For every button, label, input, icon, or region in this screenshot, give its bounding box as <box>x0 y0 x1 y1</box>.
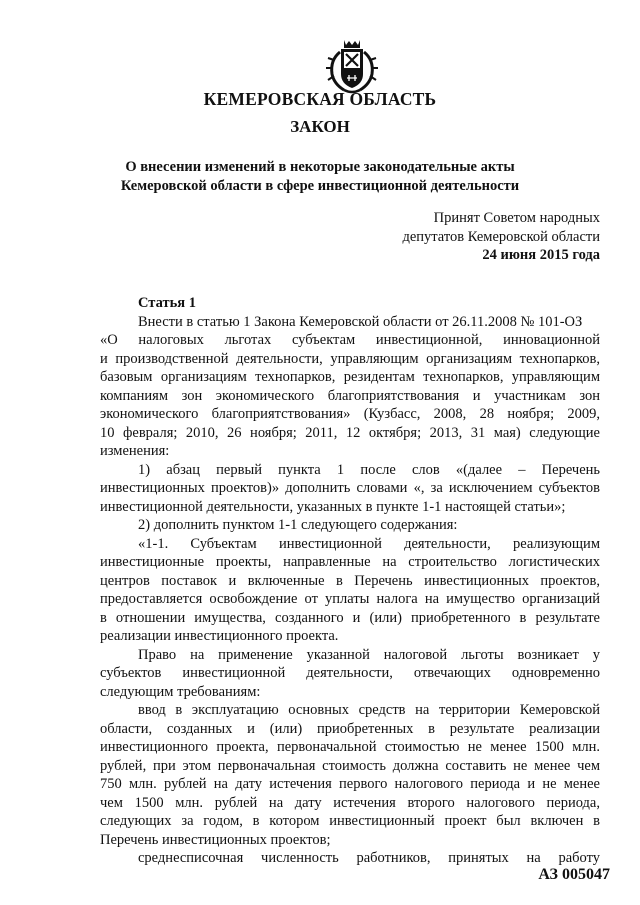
body-line: следующих за годом, в котором инвестиционный проект был включен в <box>100 813 600 829</box>
kemerovo-coat-of-arms-icon <box>322 38 382 94</box>
law-subject <box>0 158 640 196</box>
adoption-date: 24 июня 2015 года <box>482 247 600 263</box>
body-line: области, созданных и (или) приобретенных в результате реализации <box>100 720 600 737</box>
body-line: субъектов инвестиционной деятельности, отвечающих одновременно <box>100 665 600 681</box>
body-line: среднесписочная численность работников, принятых на работу <box>138 850 600 866</box>
body-line: рублей, при этом первоначальная стоимость должна составить не менее чем <box>100 757 600 774</box>
document-type-title: ЗАКОН <box>290 117 350 136</box>
law-subject-line: О внесении изменений в некоторые законодательные акты <box>125 159 515 175</box>
body-line: «1-1. Субъектам инвестиционной деятельности, реализующим <box>138 535 600 552</box>
body-line: Внести в статью 1 Закона Кемеровской области от 26.11.2008 № 101-ОЗ <box>138 313 583 330</box>
body-line: экономического благоприятствования» (Кузбасс, 2008, 28 ноября; 2009, <box>100 406 600 422</box>
body-line: базовым организациям технопарков, резидентам технопарков, управляющим <box>100 369 600 385</box>
body-line: инвестиционного проекта, первоначальной стоимостью не менее 1500 млн. <box>100 739 600 755</box>
body-line: в отношении имущества, созданного и (или) приобретенного в результате <box>100 609 600 626</box>
body-line: изменения: <box>100 443 170 459</box>
adoption-line: депутатов Кемеровской области <box>402 228 600 245</box>
body-line: «О налоговых льготах субъектам инвестиционной, инновационной <box>100 332 600 348</box>
adoption-block <box>402 209 600 265</box>
body-line: и производственной деятельности, управляющим организациям технопарков, <box>100 350 600 367</box>
body-line: инвестиционной деятельности, указанных в пункте 1-1 настоящей статьи»; <box>100 498 566 515</box>
body-line: Право на применение указанной налоговой льготы возникает у <box>138 646 600 663</box>
body-line: предоставляется освобождение от уплаты налога на имущество организаций <box>100 591 600 607</box>
article-heading: Статья 1 <box>138 295 196 311</box>
body-line: следующим требованиям: <box>100 683 261 700</box>
law-body-text <box>100 294 600 868</box>
body-line: 750 млн. рублей на дату истечения первого налогового периода и не менее <box>100 776 600 792</box>
body-line: 2) дополнить пунктом 1-1 следующего содержания: <box>138 517 458 533</box>
adoption-line: Принят Советом народных <box>433 210 600 226</box>
body-line: реализации инвестиционного проекта. <box>100 628 339 644</box>
body-line: компаниям зон экономического благоприятствования и участникам зон <box>100 387 600 404</box>
body-line: 1) абзац первый пункта 1 после слов «(далее – Перечень <box>138 461 600 478</box>
body-line: чем 1500 млн. рублей на дату истечения второго налогового периода, <box>100 794 600 811</box>
body-line: инвестиционных проектов)» дополнить словами «, за исключением субъектов <box>100 480 600 496</box>
region-title: КЕМЕРОВСКАЯ ОБЛАСТЬ <box>203 89 437 109</box>
law-subject-line: Кемеровской области в сфере инвестиционной деятельности <box>120 178 520 194</box>
body-line: инвестиционные проекты, направленные на строительство логистических <box>100 554 600 570</box>
body-line: ввод в эксплуатацию основных средств на территории Кемеровской <box>138 702 600 718</box>
body-line: 10 февраля; 2010, 26 ноября; 2011, 12 октября; 2013, 31 мая) следующие <box>100 424 600 441</box>
document-code: АЗ 005047 <box>538 866 610 883</box>
body-line: Перечень инвестиционных проектов; <box>100 831 331 848</box>
body-line: центров поставок и включенные в Перечень инвестиционных проектов, <box>100 572 600 589</box>
